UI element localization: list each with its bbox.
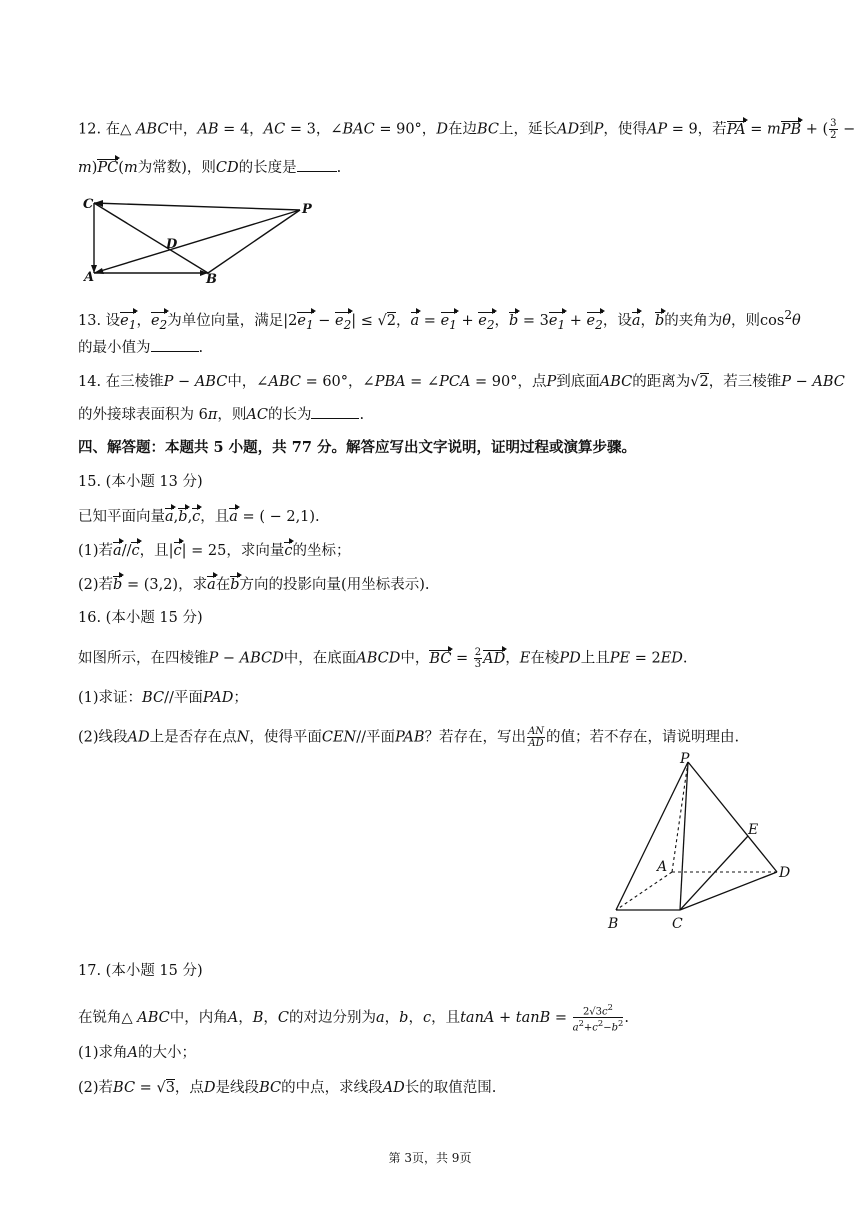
q17-part2: (2)若BC = √3，点D是线段BC的中点，求线段AD长的取值范围. <box>78 1080 497 1096</box>
q16-label-d: D <box>779 865 791 881</box>
q17-stem: 在锐角△ ABC中，内角A，B，C的对边分别为a，b，c，且tanA + tanB = $\frac{2√3c^2}{a^2+c^2-b^2}$ . <box>78 1002 629 1034</box>
q15-part2: (2)若b = (3,2)，求a在b方向的投影向量(用坐标表示). <box>78 577 430 593</box>
q16-part2: (2)线段AD上是否存在点N，使得平面CEN//平面PAB？若存在，写出 $\frac{AN}{AD}$ 的值；若不存在，请说明理由. <box>78 726 740 749</box>
q12-line1: 12. 在△ ABC中，AB = 4，AC = 3，∠BAC = 90°，D在边BC上，延长AD到P，使得AP = 9，若PA = mPB + ( $\frac{3}{2}$ − <box>78 118 856 141</box>
q16-label-a: A <box>657 859 668 875</box>
q16-label-c: C <box>672 916 683 932</box>
q16-stem: 如图所示，在四棱锥P − ABCD中，在底面ABCD中，BC = $\frac{2}{3}$ AD，E在棱PD上且PE = 2ED. <box>78 647 688 670</box>
answer-blank[interactable] <box>297 159 337 172</box>
q16-label-e: E <box>748 822 759 838</box>
q12-label-b: B <box>206 272 217 285</box>
q16-figure <box>600 752 800 934</box>
answer-blank[interactable] <box>311 406 359 419</box>
q12-line2: m)PC(m为常数)，则CD的长度是 . <box>78 160 342 176</box>
q17-part1: (1)求角A的大小； <box>78 1045 197 1061</box>
q16-label-p: P <box>680 752 690 767</box>
q12-label-d: D <box>166 237 178 252</box>
q16-label-b: B <box>608 916 619 932</box>
q16-header: 16. (本小题 15 分) <box>78 610 203 626</box>
q12-figure <box>80 193 320 285</box>
q12-label-a: A <box>84 270 95 285</box>
section-heading: 四、解答题：本题共 5 小题，共 77 分。解答应写出文字说明，证明过程或演算步骤。 <box>78 439 636 456</box>
answer-blank[interactable] <box>151 339 199 352</box>
q12-label-p: P <box>302 202 312 217</box>
q15-part1: (1)若a//c，且|c| = 25，求向量c的坐标； <box>78 543 351 559</box>
q14-line2: 的外接球表面积为 6π，则AC的长为 . <box>78 407 365 423</box>
q13-line1: 13. 设$e_1$，$e_2$为单位向量，满足$|2e_1 - e_2| \le √2$，$a = e_1 + e_2$，$b = 3e_1 + e_2$，设a，b的夹角为θ，则$\cos^2\theta$ <box>78 305 801 335</box>
q14-line1: 14. 在三棱锥P − ABC中，∠ABC = 60°，∠PBA = ∠PCA = 90°，点P到底面ABC的距离为√2，若三棱锥P − ABC <box>78 374 845 390</box>
q15-stem: 已知平面向量a,b,c，且a = ( − 2,1). <box>78 509 320 525</box>
q16-part1: (1)求证：BC//平面PAD； <box>78 690 248 706</box>
page-footer: 第 3页，共 9页 <box>388 1151 472 1165</box>
q17-header: 17. (本小题 15 分) <box>78 963 203 979</box>
q15-header: 15. (本小题 13 分) <box>78 474 203 490</box>
q13-line2: 的最小值为 . <box>78 340 204 356</box>
q12-label-c: C <box>83 197 94 212</box>
